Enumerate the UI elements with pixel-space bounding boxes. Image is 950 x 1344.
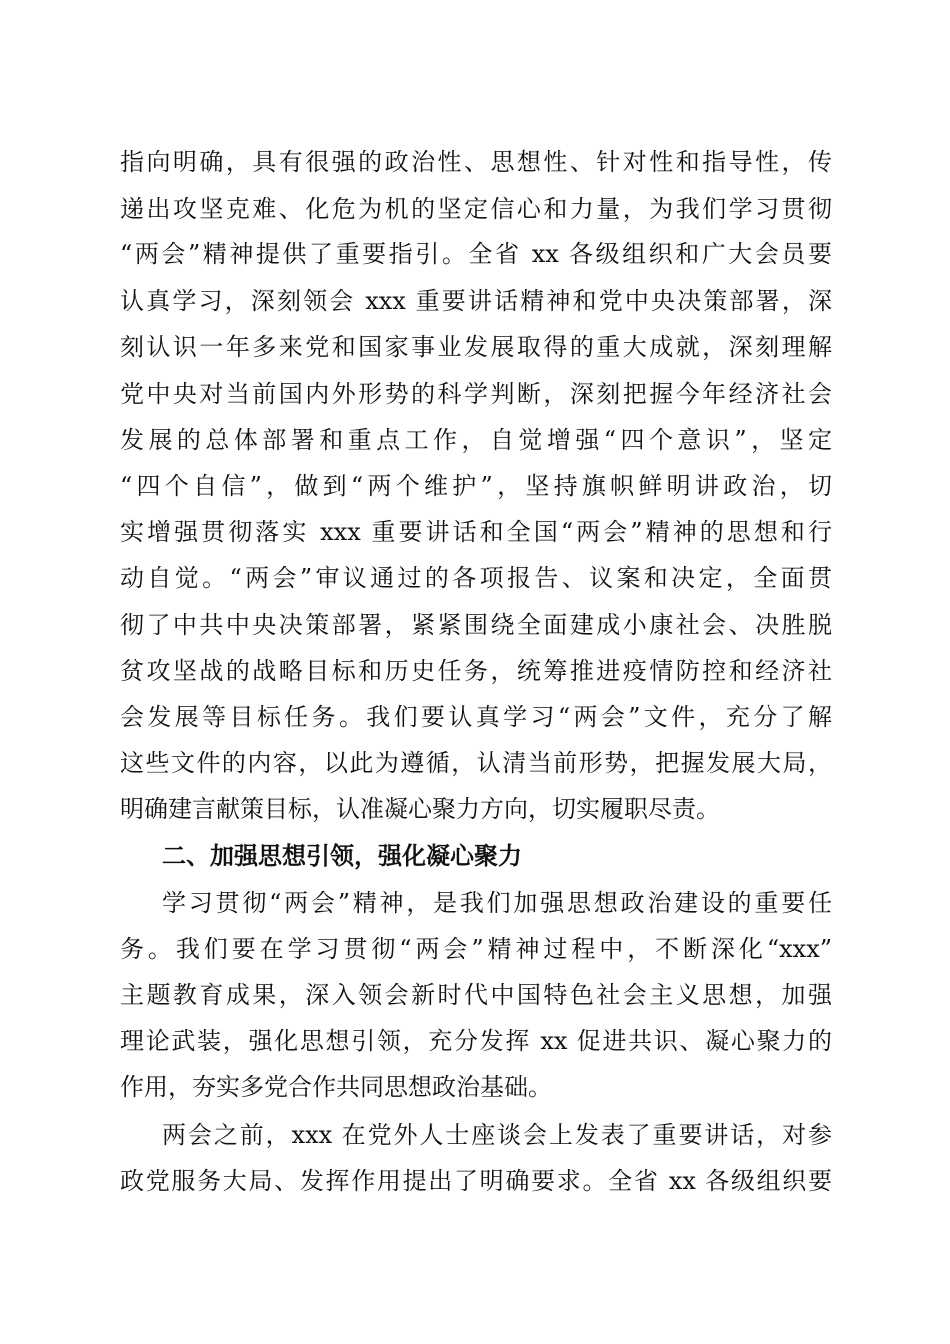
- text-line: 实增强贯彻落实 xxx 重要讲话和全国“两会”精神的思想和行: [120, 518, 832, 546]
- text-line: 指向明确，具有很强的政治性、思想性、针对性和指导性，传: [120, 148, 832, 176]
- text-line: 作用，夯实多党合作共同思想政治基础。: [120, 1073, 552, 1101]
- text-line: 明确建言献策目标，认准凝心聚力方向，切实履职尽责。: [120, 795, 720, 823]
- text-line: 刻认识一年多来党和国家事业发展取得的重大成就，深刻理解: [120, 333, 832, 361]
- text-line: 学习贯彻“两会”精神，是我们加强思想政治建设的重要任: [162, 889, 832, 917]
- text-line: 这些文件的内容，以此为遵循，认清当前形势，把握发展大局，: [120, 749, 832, 777]
- text-line: “两会”精神提供了重要指引。全省 xx 各级组织和广大会员要: [120, 240, 832, 268]
- text-line: 彻了中共中央决策部署，紧紧围绕全面建成小康社会、决胜脱: [120, 611, 832, 639]
- text-line: 政党服务大局、发挥作用提出了明确要求。全省 xx 各级组织要: [120, 1167, 832, 1195]
- text-line: 会发展等目标任务。我们要认真学习“两会”文件，充分了解: [120, 703, 832, 731]
- text-line: “四个自信”，做到“两个维护”，坚持旗帜鲜明讲政治，切: [120, 472, 832, 500]
- section-heading: 二、加强思想引领，强化凝心聚力: [162, 842, 522, 870]
- text-line: 党中央对当前国内外形势的科学判断，深刻把握今年经济社会: [120, 380, 832, 408]
- text-line: 递出攻坚克难、化危为机的坚定信心和力量，为我们学习贯彻: [120, 195, 832, 223]
- text-line: 动自觉。“两会”审议通过的各项报告、议案和决定，全面贯: [120, 564, 832, 592]
- text-line: 理论武装，强化思想引领，充分发挥 xx 促进共识、凝心聚力的: [120, 1027, 832, 1055]
- text-line: 发展的总体部署和重点工作，自觉增强“四个意识”，坚定: [120, 426, 832, 454]
- text-line: 务。我们要在学习贯彻“两会”精神过程中，不断深化“xxx”: [120, 935, 832, 963]
- text-line: 两会之前，xxx 在党外人士座谈会上发表了重要讲话，对参: [162, 1121, 832, 1149]
- text-line: 认真学习，深刻领会 xxx 重要讲话精神和党中央决策部署，深: [120, 287, 832, 315]
- text-line: 主题教育成果，深入领会新时代中国特色社会主义思想，加强: [120, 981, 832, 1009]
- text-line: 贫攻坚战的战略目标和历史任务，统筹推进疫情防控和经济社: [120, 657, 832, 685]
